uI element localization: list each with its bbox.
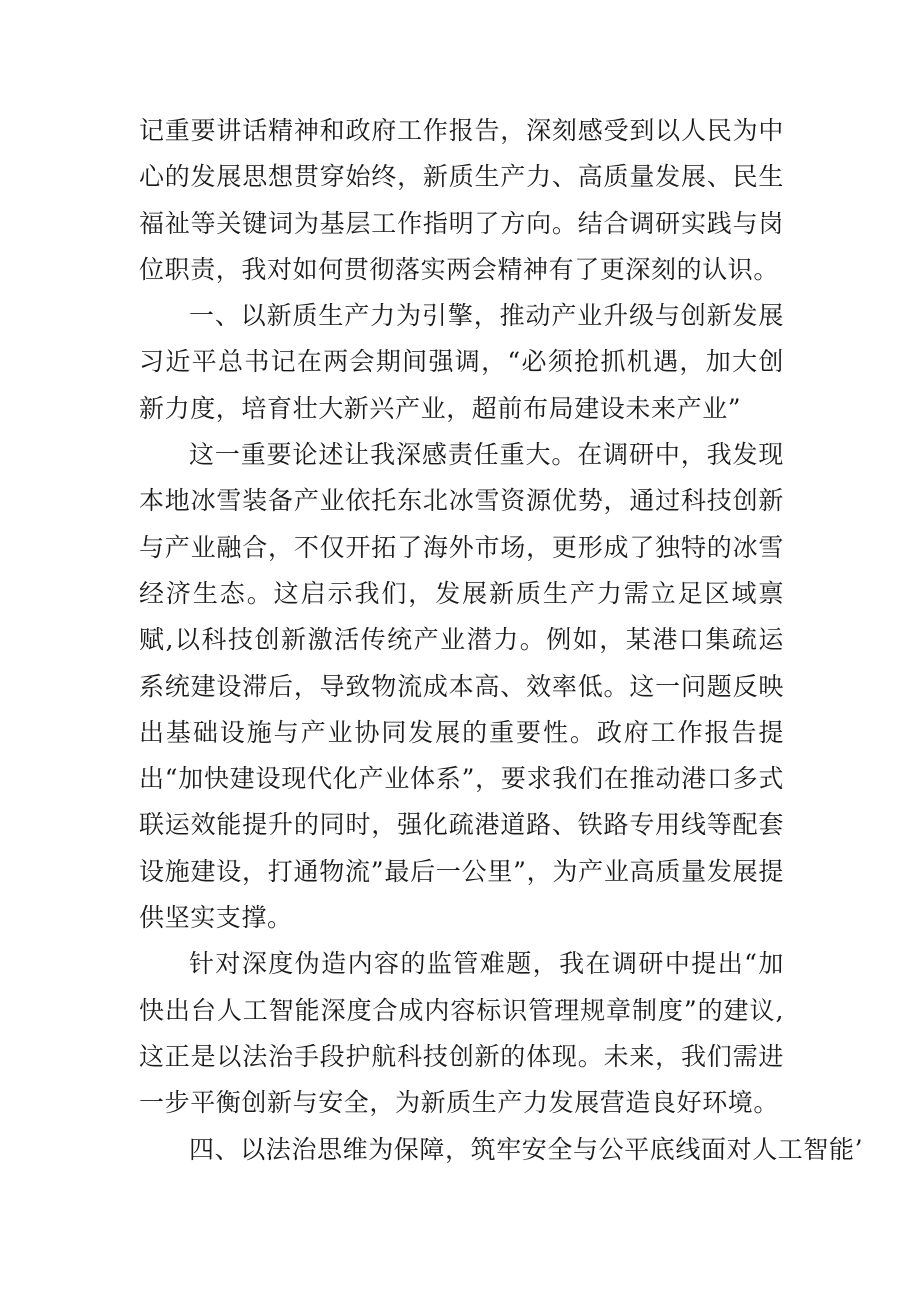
document-body <box>139 108 864 1173</box>
paragraph-1: 记重要讲话精神和政府工作报告，深刻感受到以人民为中心的发展思想贯穿始终，新质生产力、高质量发展、民生福祉等关键词为基层工作指明了方向。结合调研实践与岗位职责，我对如何贯彻落实两会精神有了更深刻的认识。 <box>139 116 784 284</box>
paragraph-5-section-heading: 四、以法治思维为保障，筑牢安全与公平底线面对人工智能’ <box>189 1134 864 1164</box>
paragraph-4: 针对深度伪造内容的监管难题，我在调研中提出“加快出台人工智能深度合成内容标识管理规章制度”的建议,这正是以法治手段护航科技创新的体现。未来，我们需进一步平衡创新与安全，为新质生产力发展营造良好环境。 <box>139 949 784 1118</box>
paragraph-2-section-heading: 一、以新质生产力为引擎，推动产业升级与创新发展习近平总书记在两会期间强调，“必须抢抓机遇，加大创新力度，培育壮大新兴产业，超前布局建设未来产业” <box>139 301 784 423</box>
paragraph-3: 这一重要论述让我深感责任重大。在调研中，我发现本地冰雪装备产业依托东北冰雪资源优势，通过科技创新与产业融合，不仅开拓了海外市场，更形成了独特的冰雪经济生态。这启示我们，发展新质生产力需立足区域禀赋,以科技创新激活传统产业潜力。例如，某港口集疏运系统建设滞后，导致物流成本高、效率低。这一问题反映出基础设施与产业协同发展的重要性。政府工作报告提出“加快建设现代化产业体系”，要求我们在推动港口多式联运效能提升的同时，强化疏港道路、铁路专用线等配套设施建设，打通物流”最后一公里”，为产业高质量发展提供坚实支撑。 <box>139 440 784 933</box>
